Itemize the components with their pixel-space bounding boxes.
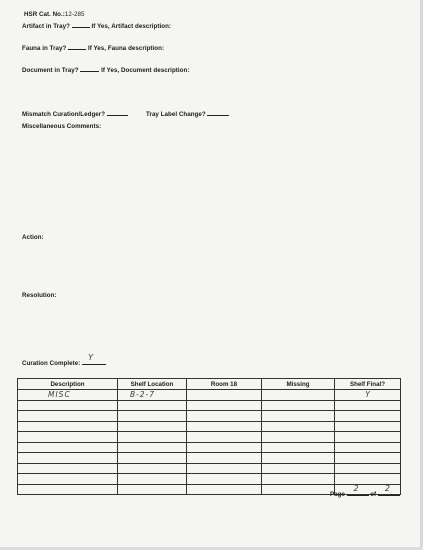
table-cell[interactable] (187, 484, 262, 495)
page-label: Page (330, 491, 345, 498)
table-cell[interactable] (18, 484, 118, 495)
table-cell[interactable] (18, 474, 118, 485)
table-cell[interactable] (335, 463, 401, 474)
table-cell[interactable] (335, 421, 401, 432)
table-cell[interactable] (262, 400, 335, 411)
curation-complete (22, 353, 106, 367)
table-cell[interactable] (187, 390, 262, 401)
artifact-question (22, 22, 171, 30)
table-cell[interactable] (335, 411, 401, 422)
tray-label-change-label: Tray Label Change? (146, 111, 206, 118)
miscellaneous-comments-label: Miscellaneous Comments: (22, 123, 102, 130)
table-cell[interactable] (262, 421, 335, 432)
column-header-description: Description (18, 379, 118, 390)
document-answer-blank[interactable] (80, 66, 99, 72)
table-cell[interactable]: MISC (18, 390, 118, 401)
table-cell[interactable] (262, 474, 335, 485)
table-cell[interactable] (187, 474, 262, 485)
catalog-number-value: 12-285 (64, 11, 85, 18)
resolution-label: Resolution: (22, 292, 57, 299)
fauna-description-label: If Yes, Fauna description: (87, 45, 165, 52)
page-number (330, 484, 400, 498)
table-cell[interactable]: Y (335, 390, 401, 401)
table-row (18, 411, 401, 422)
table-cell[interactable] (187, 432, 262, 443)
table-cell[interactable] (335, 453, 401, 464)
column-header-missing: Missing (262, 379, 335, 390)
column-header-shelf-location: Shelf Location (118, 379, 187, 390)
page-number-value: 2 (353, 484, 359, 493)
artifact-answer-blank[interactable] (72, 22, 90, 28)
table-cell[interactable] (18, 453, 118, 464)
page-total-blank[interactable] (378, 484, 400, 496)
table-cell[interactable] (335, 432, 401, 443)
artifact-description-label: If Yes, Artifact description: (91, 23, 172, 30)
table-cell[interactable] (118, 484, 187, 495)
table-cell[interactable] (187, 411, 262, 422)
table-cell[interactable] (118, 463, 187, 474)
table-row (18, 421, 401, 432)
table-cell[interactable] (262, 390, 335, 401)
fauna-question-label: Fauna in Tray? (22, 45, 67, 52)
column-header-room-18: Room 18 (187, 379, 262, 390)
table-cell[interactable] (118, 411, 187, 422)
table-cell[interactable] (118, 442, 187, 453)
page-total-value: 2 (384, 484, 390, 493)
table-cell[interactable] (118, 474, 187, 485)
of-label: of (370, 491, 377, 498)
table-header-row (18, 379, 401, 390)
page-number-blank[interactable] (347, 484, 369, 496)
table-cell[interactable] (262, 432, 335, 443)
catalog-number (24, 11, 84, 18)
mismatch-label: Mismatch Curation/Ledger? (22, 111, 106, 118)
table-cell[interactable] (262, 463, 335, 474)
table-cell[interactable] (262, 411, 335, 422)
document-question-label: Document in Tray? (22, 67, 79, 74)
column-header-shelf-final: Shelf Final? (335, 379, 401, 390)
table-cell[interactable] (118, 421, 187, 432)
artifact-question-label: Artifact in Tray? (22, 23, 70, 30)
fauna-answer-blank[interactable] (68, 44, 86, 50)
table-cell[interactable] (18, 432, 118, 443)
table-cell[interactable] (187, 453, 262, 464)
table-cell[interactable] (18, 411, 118, 422)
curation-complete-value: Y (88, 353, 94, 362)
table-row (18, 453, 401, 464)
table-row (18, 400, 401, 411)
table-cell[interactable]: B-2-7 (118, 390, 187, 401)
table-cell[interactable] (18, 442, 118, 453)
table-row (18, 390, 401, 401)
table-row (18, 463, 401, 474)
mismatch-answer-blank[interactable] (107, 110, 128, 116)
tray-inventory-table (17, 378, 401, 495)
table-cell[interactable] (187, 463, 262, 474)
mismatch-question (22, 110, 128, 118)
table-cell[interactable] (187, 400, 262, 411)
table-row (18, 474, 401, 485)
table-cell[interactable] (262, 442, 335, 453)
tray-label-question (146, 110, 229, 118)
table-cell[interactable] (118, 453, 187, 464)
tray-label-answer-blank[interactable] (207, 110, 229, 116)
curation-complete-label: Curation Complete: (22, 360, 81, 367)
table-cell[interactable] (335, 442, 401, 453)
table-row (18, 442, 401, 453)
table-cell[interactable] (262, 484, 335, 495)
catalog-number-label: HSR Cat. No.: (24, 11, 65, 18)
curation-complete-blank[interactable] (82, 353, 106, 365)
table-cell[interactable] (187, 421, 262, 432)
document-description-label: If Yes, Document description: (101, 67, 190, 74)
table-cell[interactable] (335, 474, 401, 485)
table-cell[interactable] (18, 421, 118, 432)
table-cell[interactable] (18, 463, 118, 474)
table-cell[interactable] (118, 400, 187, 411)
table-cell[interactable] (18, 400, 118, 411)
table-row (18, 432, 401, 443)
action-label: Action: (22, 234, 44, 241)
table-cell[interactable] (187, 442, 262, 453)
table-cell[interactable] (335, 400, 401, 411)
table-cell[interactable] (118, 432, 187, 443)
document-question (22, 66, 189, 74)
fauna-question (22, 44, 164, 52)
table-cell[interactable] (262, 453, 335, 464)
